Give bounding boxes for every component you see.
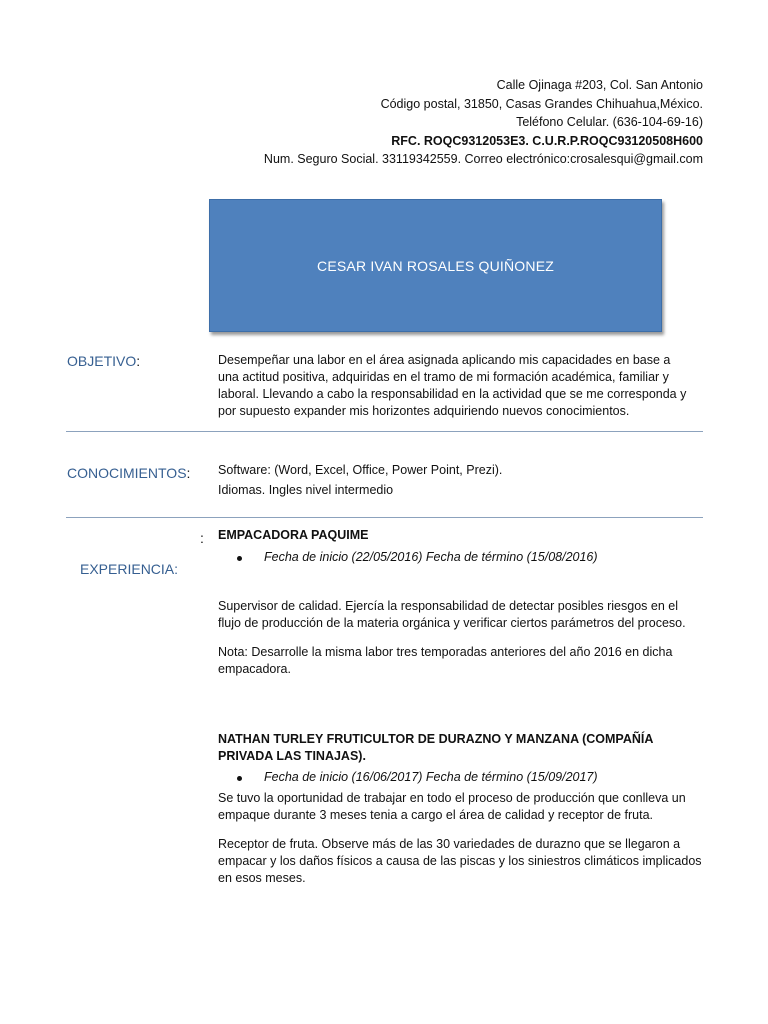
section-divider: [66, 517, 703, 518]
job-description: Se tuvo la oportunidad de trabajar en todo el proceso de producción que conlleva un empaque durante 3 meses tenia a cargo el área de calidad y receptor de fruta.: [218, 791, 686, 822]
job-dates-text: Fecha de inicio (16/06/2017) Fecha de término (15/09/2017): [264, 770, 598, 784]
bullet-dot: [237, 556, 242, 561]
conocimientos-heading-text: CONOCIMIENTOS: [67, 465, 187, 481]
job-title: EMPACADORA PAQUIME: [218, 528, 369, 542]
conocimientos-idiomas: Idiomas. Ingles nivel intermedio: [218, 483, 394, 497]
objetivo-colon: :: [136, 353, 141, 369]
job-description: Supervisor de calidad. Ejercía la responsabilidad de detectar posibles riesgos en el flujo de producción de la materia orgánica y verificar ciertos parámetros del proceso.: [218, 599, 686, 630]
contact-postal: Código postal, 31850, Casas Grandes Chihuahua,México.: [380, 96, 703, 111]
job-dates-text: Fecha de inicio (22/05/2016) Fecha de término (15/08/2016): [264, 550, 598, 564]
contact-address: Calle Ojinaga #203, Col. San Antonio: [496, 78, 703, 92]
experiencia-heading: EXPERIENCIA:: [80, 561, 179, 577]
objetivo-heading-text: OBJETIVO: [67, 353, 137, 369]
job-note: Nota: Desarrolle la misma labor tres temporadas anteriores del año 2016 en dicha empacadora.: [218, 645, 673, 676]
job-dates: [240, 770, 598, 784]
objetivo-heading: [67, 353, 140, 369]
contact-block: [143, 76, 703, 169]
bullet-dot: [237, 776, 242, 781]
name-banner: [209, 199, 662, 332]
job-dates: [240, 550, 598, 564]
section-divider: [66, 431, 703, 432]
full-name: CESAR IVAN ROSALES QUIÑONEZ: [317, 257, 554, 274]
job-note: Receptor de fruta. Observe más de las 30 variedades de durazno que se llegaron a empacar y los daños físicos a causa de las piscas y los siniestros climáticos implicados en esos meses.: [218, 837, 702, 885]
job-title: NATHAN TURLEY FRUTICULTOR DE DURAZNO Y MANZANA (COMPAÑÍA PRIVADA LAS TINAJAS).: [218, 732, 653, 763]
conocimientos-heading: [67, 465, 190, 481]
contact-rfc-curp: RFC. ROQC9312053E3. C.U.R.P.ROQC93120508H600: [391, 133, 703, 148]
stray-colon: :: [200, 530, 204, 546]
objetivo-text: Desempeñar una labor en el área asignada aplicando mis capacidades en base a una actitud positiva, adquiridas en el tramo de mi formación académica, familiar y laboral. Llevando a cabo la responsabilidad en la actividad que se me corresponda y por supuesto expander mis horizontes adquiriendo nuevos conocimientos.: [218, 353, 687, 418]
conocimientos-software: Software: (Word, Excel, Office, Power Point, Prezi).: [218, 463, 503, 477]
contact-nss-email: Num. Seguro Social. 33119342559. Correo electrónico:crosalesqui@gmail.com: [263, 152, 703, 166]
conocimientos-colon: :: [186, 465, 191, 481]
contact-phone: Teléfono Celular. (636-104-69-16): [516, 115, 703, 129]
